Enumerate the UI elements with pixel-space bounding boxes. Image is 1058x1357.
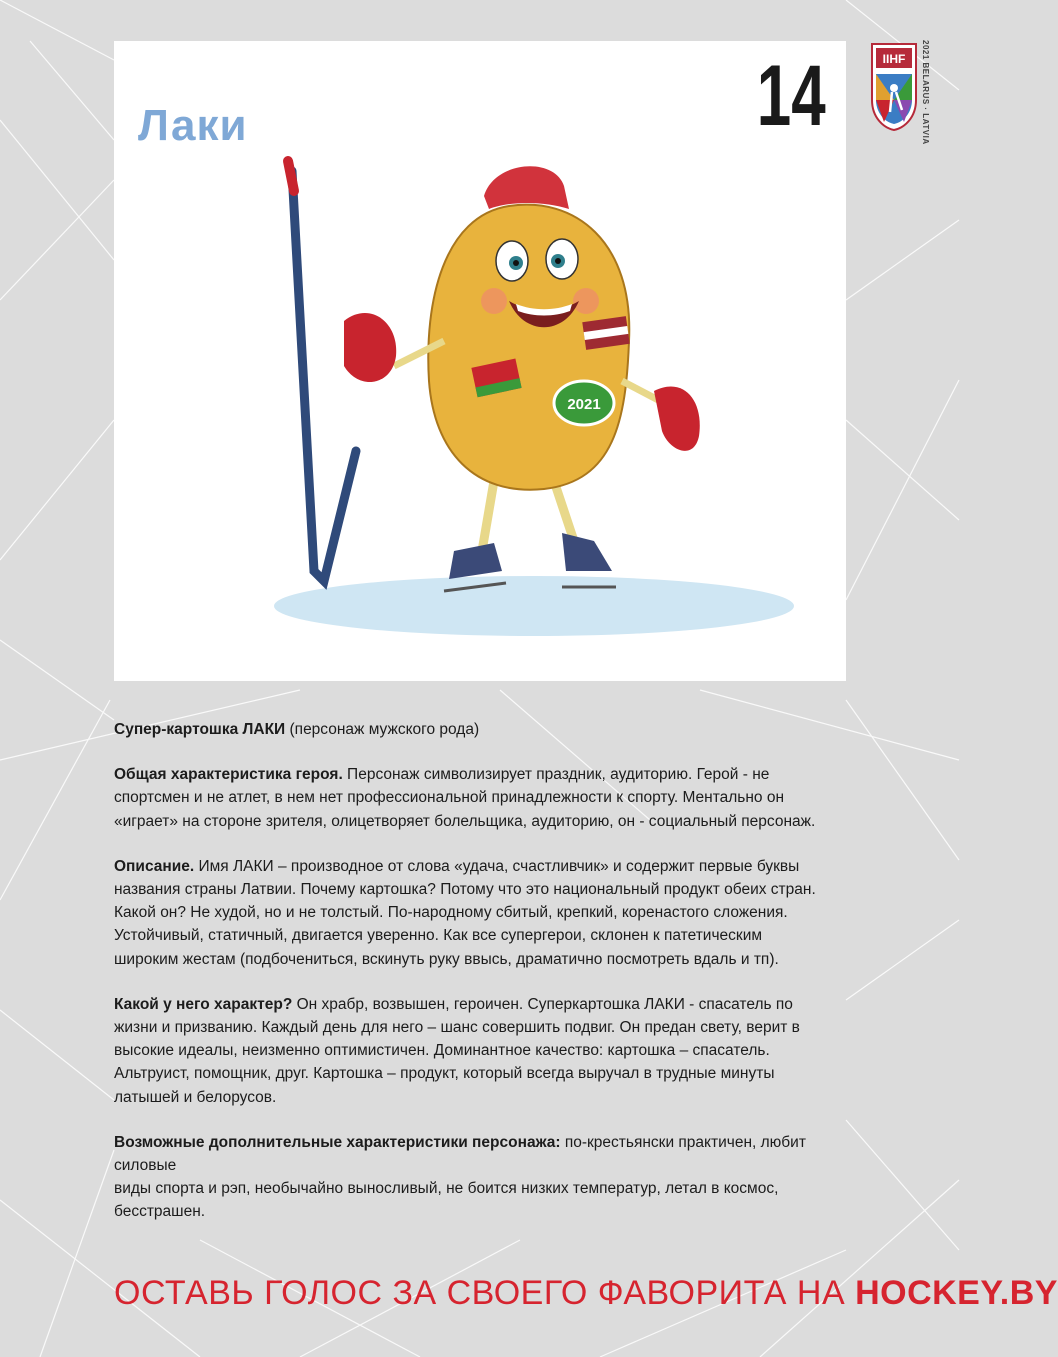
year-badge-text: 2021	[567, 396, 601, 413]
general-bold: Общая характеристика героя.	[114, 766, 343, 784]
paragraph-extra	[114, 1131, 844, 1224]
paragraph-character	[114, 993, 844, 1109]
vote-call-to-action	[114, 1274, 1058, 1313]
paragraph-general	[114, 763, 844, 833]
mascot-illustration	[244, 151, 724, 651]
character-line: жизни и призванию. Каждый день для него – шанс совершить подвиг. Он предан свету, верит в	[114, 1019, 800, 1037]
character-line: Он храбр, возвышен, героичен. Суперкартошка ЛАКИ - спасатель по	[292, 995, 793, 1013]
iihf-logo	[868, 40, 920, 132]
description-line: Устойчивый, статичный, двигается уверенно. Как все супергерои, склонен к патетическим	[114, 927, 763, 945]
description-text	[114, 718, 844, 1246]
cta-text: ОСТАВЬ ГОЛОС ЗА СВОЕГО ФАВОРИТА НА	[114, 1274, 856, 1312]
description-line: Имя ЛАКИ – производное от слова «удача, счастливчик» и содержит первые буквы	[194, 857, 800, 875]
character-line: высокие идеалы, неизменно оптимистичен. Доминантное качество: картошка – спасатель.	[114, 1042, 770, 1060]
helmet	[484, 166, 569, 209]
title-text: (персонаж мужского рода)	[285, 721, 480, 738]
ice-shadow	[274, 576, 794, 636]
mascot-name: Лаки	[138, 101, 248, 150]
description-line: названия страны Латвии. Почему картошка? Потому что это национальный продукт обеих стран.	[114, 881, 816, 899]
extra-line: бесстрашен.	[114, 1203, 206, 1221]
extra-line: виды спорта и рэп, необычайно выносливый, не боится низких температур, летал в космос,	[114, 1180, 779, 1198]
character-line: латышей и белорусов.	[114, 1088, 277, 1106]
extra-line: силовые	[114, 1157, 177, 1175]
description-line: широким жестам (подбочениться, вскинуть руку ввысь, драматично посмотреть вдаль и тп).	[114, 950, 779, 968]
mascot-number: 14	[757, 48, 826, 144]
mascot-card	[114, 41, 846, 681]
paragraph-description	[114, 855, 844, 971]
hockey-stick	[292, 171, 356, 581]
character-line: Альтруист, помощник, друг. Картошка – продукт, который всегда выручал в трудные минуты	[114, 1065, 775, 1083]
logo-side-text: 2021 BELARUS · LATVIA	[921, 40, 930, 145]
left-glove	[344, 313, 396, 382]
description-bold: Описание.	[114, 857, 195, 875]
paragraph-title	[114, 718, 844, 741]
general-line: Персонаж символизирует праздник, аудиторию. Герой - не	[342, 766, 770, 784]
description-line: Какой он? Не худой, но и не толстый. По-народному сбитый, крепкий, коренастого сложения.	[114, 904, 788, 922]
general-line: «играет» на стороне зрителя, олицетворяет болельщика, аудиторию, он - социальный персонаж.	[114, 812, 816, 830]
character-bold: Какой у него характер?	[114, 995, 293, 1013]
title-bold: Супер-картошка ЛАКИ	[114, 721, 286, 738]
right-glove	[654, 387, 700, 451]
cta-site-link[interactable]: HOCKEY.BY	[855, 1274, 1058, 1312]
general-line: спортсмен и не атлет, в нем нет профессиональной принадлежности к спорту. Ментально он	[114, 789, 785, 807]
logo-abbr: IIHF	[882, 52, 906, 66]
extra-line: по-крестьянски практичен, любит	[560, 1133, 806, 1151]
logo-side-caption	[921, 40, 939, 170]
extra-bold: Возможные дополнительные характеристики персонажа:	[114, 1133, 561, 1151]
